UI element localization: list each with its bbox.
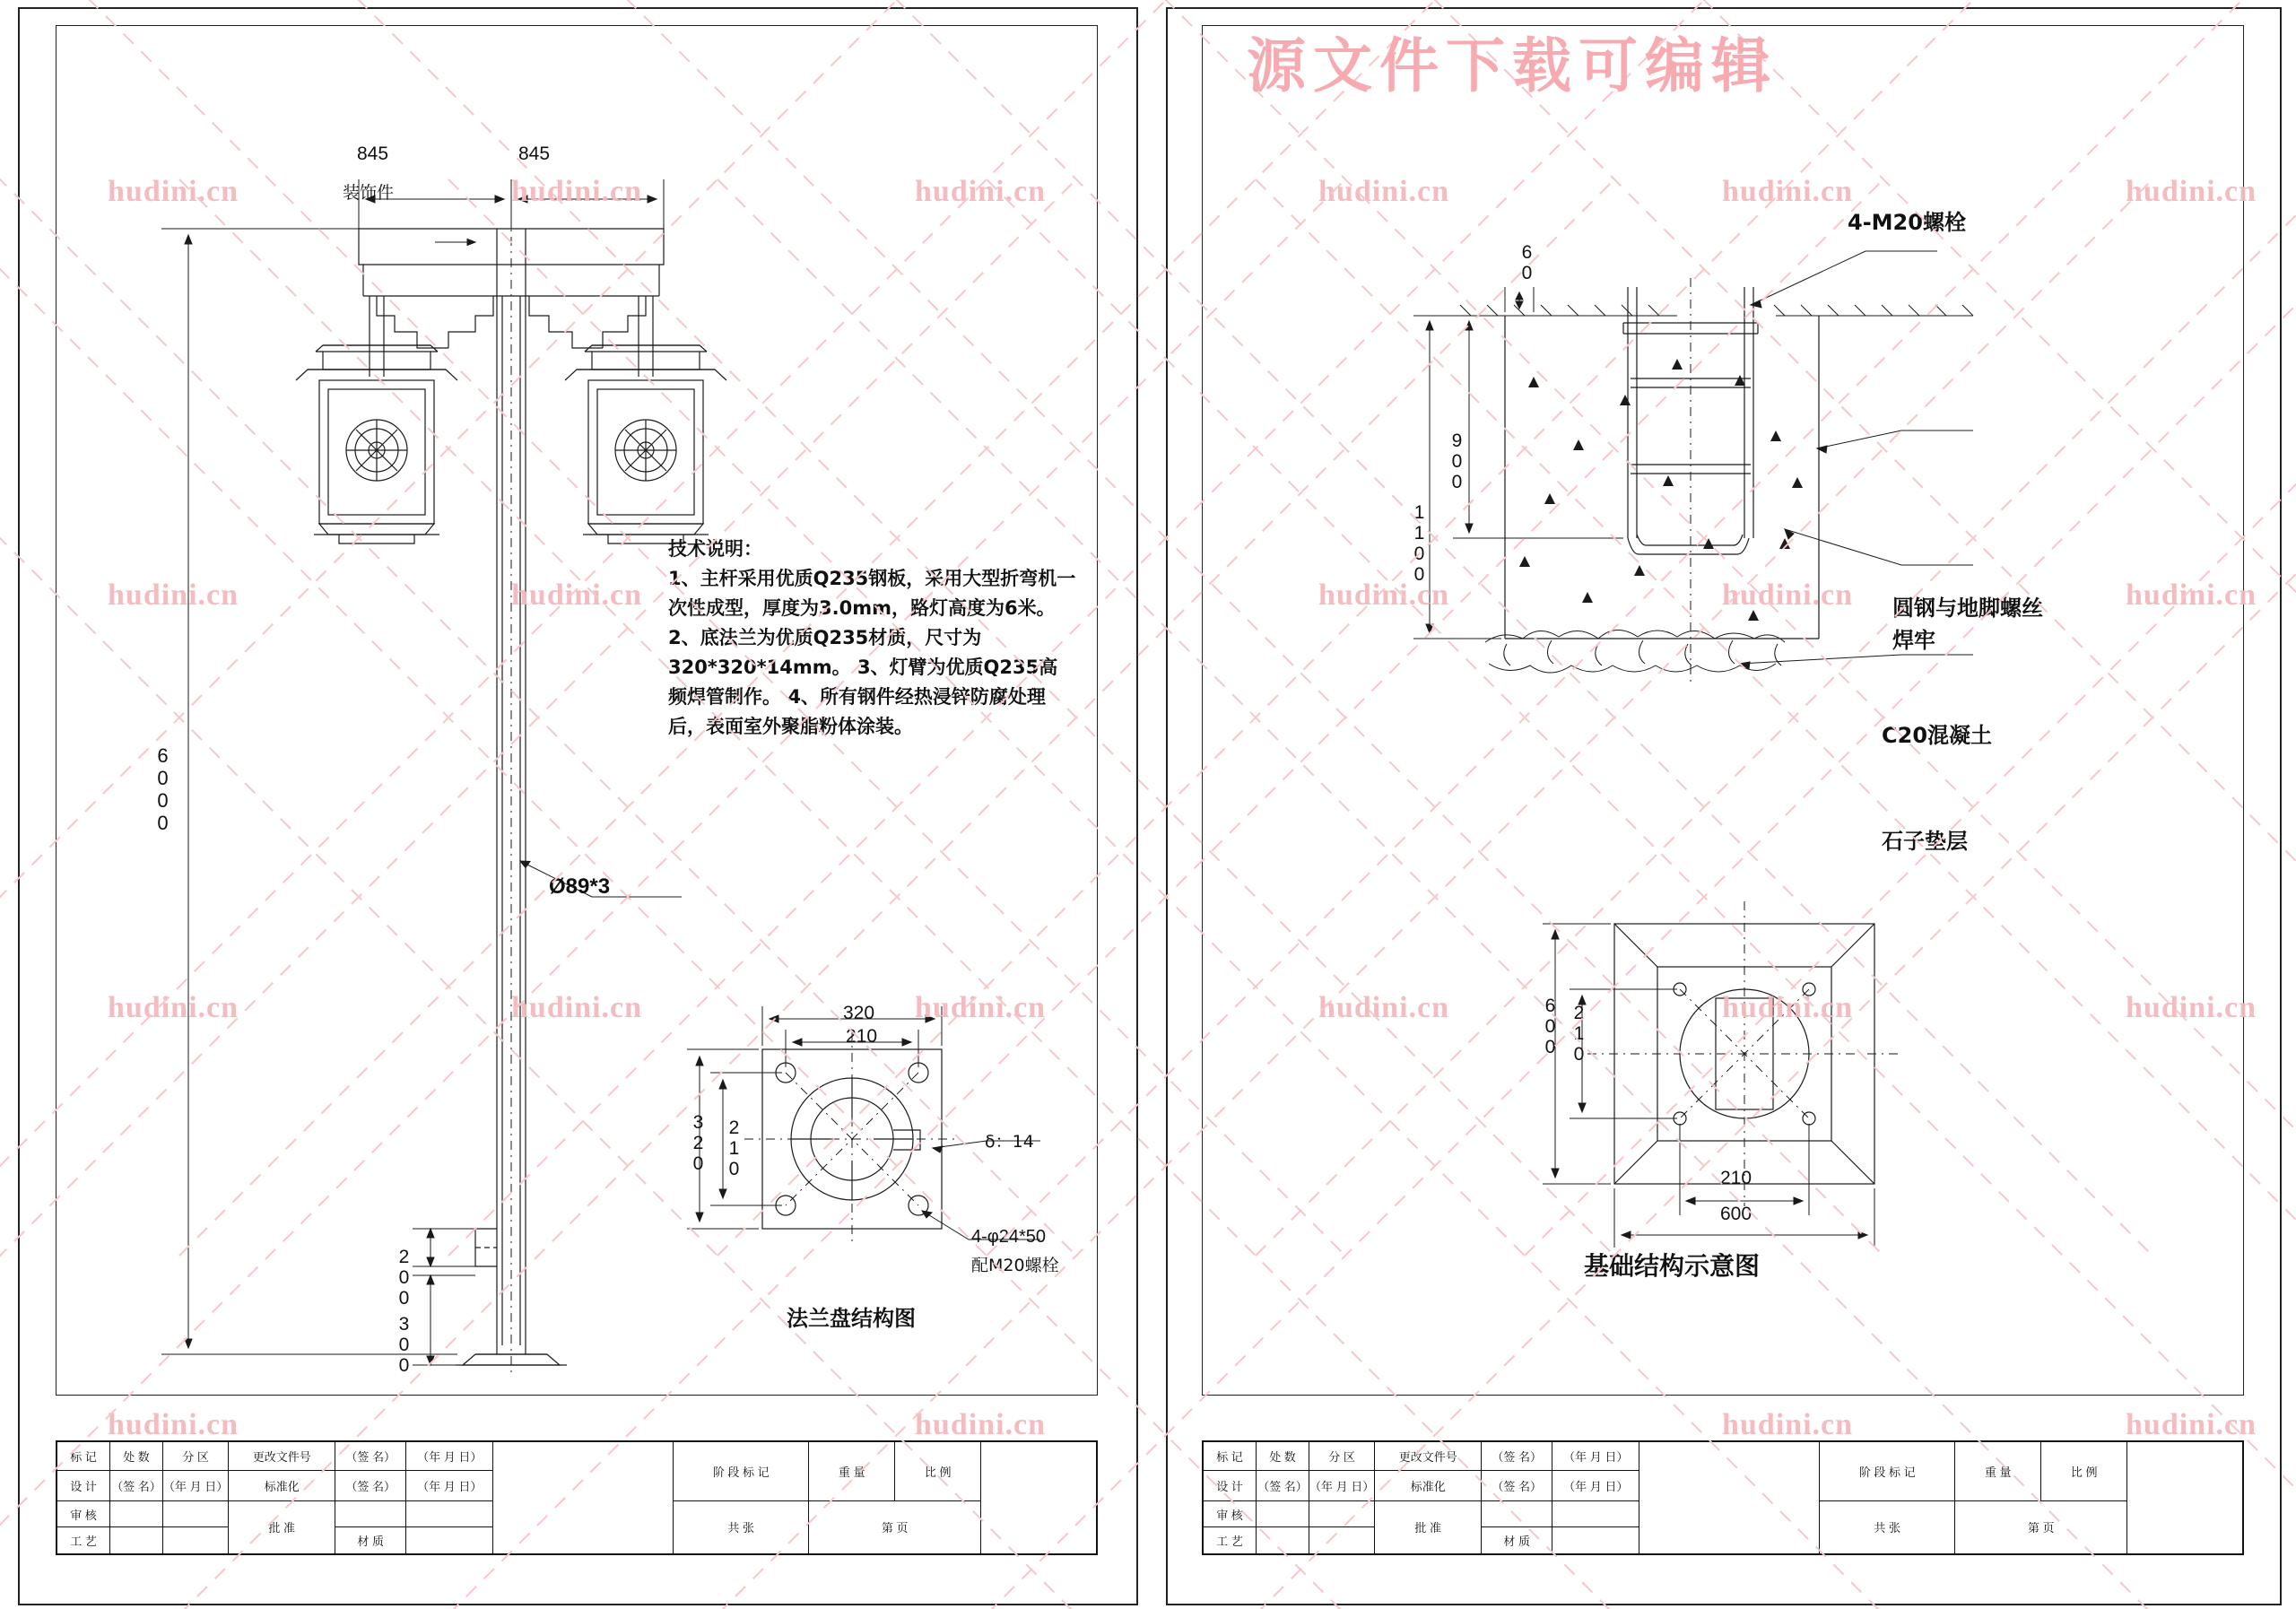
technical-note-line-1: 1、主杆采用优质Q235钢板，采用大型折弯机一次性成型，厚度为3.0mm，路灯高度为6米。 bbox=[668, 568, 1076, 619]
tb-cell-blank bbox=[1257, 1500, 1309, 1527]
tb-cell-blank bbox=[1482, 1500, 1552, 1527]
tb-cell-blank bbox=[110, 1500, 163, 1527]
tb-scale: 比 例 bbox=[895, 1442, 981, 1501]
tb-cell: 材 质 bbox=[1482, 1527, 1552, 1554]
watermark-text: hudini.cn bbox=[1318, 578, 1450, 612]
technical-note-line-2: 2、底法兰为优质Q235材质，尺寸为320*320*14mm。 bbox=[668, 627, 982, 678]
watermark-text: hudini.cn bbox=[2126, 175, 2257, 208]
tb-cell-blank bbox=[163, 1527, 229, 1554]
watermark-text: hudini.cn bbox=[511, 578, 643, 612]
flange-dim-210-left: 210 bbox=[724, 1118, 744, 1179]
technical-note-title: 技术说明： bbox=[668, 538, 762, 560]
technical-note-line-3: 3、灯臂为优质Q235高频焊管制作。 bbox=[668, 657, 1058, 708]
tb-cell: （签 名） bbox=[335, 1470, 406, 1500]
tb-cell: 标准化 bbox=[229, 1470, 335, 1500]
left-title-block bbox=[56, 1440, 1098, 1555]
tb-sheets-1: 共 张 bbox=[674, 1500, 809, 1553]
tb-cell-blank bbox=[1309, 1527, 1375, 1554]
dim-arm-left: 845 bbox=[357, 144, 389, 164]
flange-thickness-label: δ：14 bbox=[985, 1132, 1034, 1152]
watermark-text: hudini.cn bbox=[108, 991, 239, 1024]
foundation-plan-title: 基础结构示意图 bbox=[1584, 1251, 1761, 1281]
tb-cell: 标 记 bbox=[57, 1442, 110, 1471]
tb-cell: 工 艺 bbox=[57, 1527, 110, 1554]
plan-dim-210-bottom: 210 bbox=[1720, 1168, 1752, 1188]
tb-cell: （签 名） bbox=[1482, 1442, 1552, 1471]
watermark-text: hudini.cn bbox=[1318, 175, 1450, 208]
right-title-block bbox=[1202, 1440, 2244, 1555]
watermark-text: hudini.cn bbox=[108, 1408, 239, 1441]
concrete-callout: C20混凝土 bbox=[1882, 723, 1993, 748]
tb-cell: （年 月 日） bbox=[406, 1442, 493, 1471]
weld-callout: 圆钢与地脚螺丝焊牢 bbox=[1892, 596, 2043, 653]
foundation-section-drawing bbox=[1399, 269, 2206, 915]
watermark-text: hudini.cn bbox=[108, 578, 239, 612]
watermark-text: hudini.cn bbox=[1722, 991, 1854, 1024]
tb-cell: 工 艺 bbox=[1204, 1527, 1257, 1554]
tb-cell: 标准化 bbox=[1375, 1470, 1482, 1500]
tb-weight: 重 量 bbox=[1955, 1442, 2041, 1501]
tb-cell-blank bbox=[493, 1442, 674, 1554]
dim-total-height: 6000 bbox=[152, 744, 174, 834]
decoration-label: 装饰件 bbox=[343, 183, 395, 203]
watermark-text: hudini.cn bbox=[1722, 578, 1854, 612]
tb-cell-blank bbox=[1257, 1527, 1309, 1554]
tb-cell: 更改文件号 bbox=[229, 1442, 335, 1471]
plan-dim-600-bottom: 600 bbox=[1720, 1204, 1752, 1224]
tb-cell-blank bbox=[163, 1500, 229, 1527]
flange-detail-title: 法兰盘结构图 bbox=[787, 1306, 916, 1331]
tb-sheets-1: 共 张 bbox=[1820, 1500, 1955, 1553]
tb-cell-blank bbox=[981, 1442, 1097, 1554]
tb-cell: （年 月 日） bbox=[1552, 1470, 1639, 1500]
tb-cell-blank bbox=[406, 1500, 493, 1527]
watermark-banner: 源文件下载可编辑 bbox=[1247, 34, 1778, 100]
tb-cell: 标 记 bbox=[1204, 1442, 1257, 1471]
tb-cell-blank bbox=[1552, 1500, 1639, 1527]
tb-stage-mark: 阶 段 标 记 bbox=[1820, 1442, 1955, 1501]
tb-cell: （签 名） bbox=[1257, 1470, 1309, 1500]
bolt-callout: 4-M20螺栓 bbox=[1848, 210, 1966, 235]
flange-dim-320-top: 320 bbox=[843, 1003, 875, 1023]
flange-bolt-label-2: 配M20螺栓 bbox=[971, 1256, 1059, 1275]
dim-900: 900 bbox=[1447, 431, 1467, 492]
tb-cell: 设 计 bbox=[57, 1470, 110, 1500]
tb-cell-blank bbox=[1552, 1527, 1639, 1554]
flange-dim-210-top: 210 bbox=[846, 1026, 878, 1047]
tb-cell: 设 计 bbox=[1204, 1470, 1257, 1500]
tb-cell: （年 月 日） bbox=[1309, 1470, 1375, 1500]
tb-cell: 处 数 bbox=[110, 1442, 163, 1471]
watermark-text: hudini.cn bbox=[511, 175, 643, 208]
tb-cell-blank bbox=[2127, 1442, 2243, 1554]
dim-arm-right: 845 bbox=[518, 144, 551, 164]
tb-cell: （签 名） bbox=[335, 1442, 406, 1471]
lantern-right bbox=[565, 345, 726, 544]
tb-cell-blank bbox=[335, 1500, 406, 1527]
dim-300: 300 bbox=[394, 1314, 414, 1376]
tb-cell: 批 准 bbox=[1375, 1500, 1482, 1553]
dim-60: 60 bbox=[1517, 242, 1537, 283]
watermark-text: hudini.cn bbox=[2126, 1408, 2257, 1441]
tb-cell: 材 质 bbox=[335, 1527, 406, 1554]
tb-cell: 审 核 bbox=[57, 1500, 110, 1527]
watermark-text: hudini.cn bbox=[1318, 991, 1450, 1024]
lantern-left bbox=[296, 345, 457, 544]
watermark-text: hudini.cn bbox=[2126, 991, 2257, 1024]
tb-cell: 更改文件号 bbox=[1375, 1442, 1482, 1471]
watermark-text: hudini.cn bbox=[2126, 578, 2257, 612]
dim-1100: 1100 bbox=[1409, 502, 1430, 585]
watermark-text: hudini.cn bbox=[511, 991, 643, 1024]
tb-cell: （年 月 日） bbox=[1552, 1442, 1639, 1471]
tb-cell: 分 区 bbox=[163, 1442, 229, 1471]
plan-dim-600-left: 600 bbox=[1540, 996, 1561, 1057]
watermark-text: hudini.cn bbox=[915, 175, 1047, 208]
tb-cell: （年 月 日） bbox=[163, 1470, 229, 1500]
tb-cell: （年 月 日） bbox=[406, 1470, 493, 1500]
gravel-callout: 石子垫层 bbox=[1882, 829, 1968, 854]
plan-dim-210-left: 210 bbox=[1569, 1003, 1589, 1065]
tb-scale: 比 例 bbox=[2041, 1442, 2127, 1501]
tb-stage-mark: 阶 段 标 记 bbox=[674, 1442, 809, 1501]
tb-cell: 分 区 bbox=[1309, 1442, 1375, 1471]
tb-sheets-2: 第 页 bbox=[1955, 1500, 2127, 1553]
tb-cell: （签 名） bbox=[110, 1470, 163, 1500]
technical-note-line-4: 4、所有钢件经热浸锌防腐处理后，表面室外聚脂粉体涂装。 bbox=[668, 686, 1046, 737]
tb-cell: 审 核 bbox=[1204, 1500, 1257, 1527]
tb-cell-blank bbox=[406, 1527, 493, 1554]
watermark-text: hudini.cn bbox=[108, 175, 239, 208]
flange-dim-320-left: 320 bbox=[688, 1112, 709, 1174]
tb-sheets-2: 第 页 bbox=[809, 1500, 981, 1553]
dim-200: 200 bbox=[394, 1247, 414, 1309]
tb-cell-blank bbox=[1309, 1500, 1375, 1527]
tb-cell: 批 准 bbox=[229, 1500, 335, 1553]
technical-note bbox=[668, 535, 1076, 742]
tb-cell-blank bbox=[1639, 1442, 1820, 1554]
dim-pole-diameter: Ø89*3 bbox=[549, 874, 611, 899]
watermark-text: hudini.cn bbox=[1722, 175, 1854, 208]
flange-bolt-label-1: 4-φ24*50 bbox=[971, 1227, 1047, 1247]
watermark-text: hudini.cn bbox=[1722, 1408, 1854, 1441]
tb-cell: 处 数 bbox=[1257, 1442, 1309, 1471]
watermark-text: hudini.cn bbox=[915, 1408, 1047, 1441]
watermark-text: hudini.cn bbox=[915, 991, 1047, 1024]
tb-cell-blank bbox=[110, 1527, 163, 1554]
tb-weight: 重 量 bbox=[809, 1442, 895, 1501]
tb-cell: （签 名） bbox=[1482, 1470, 1552, 1500]
